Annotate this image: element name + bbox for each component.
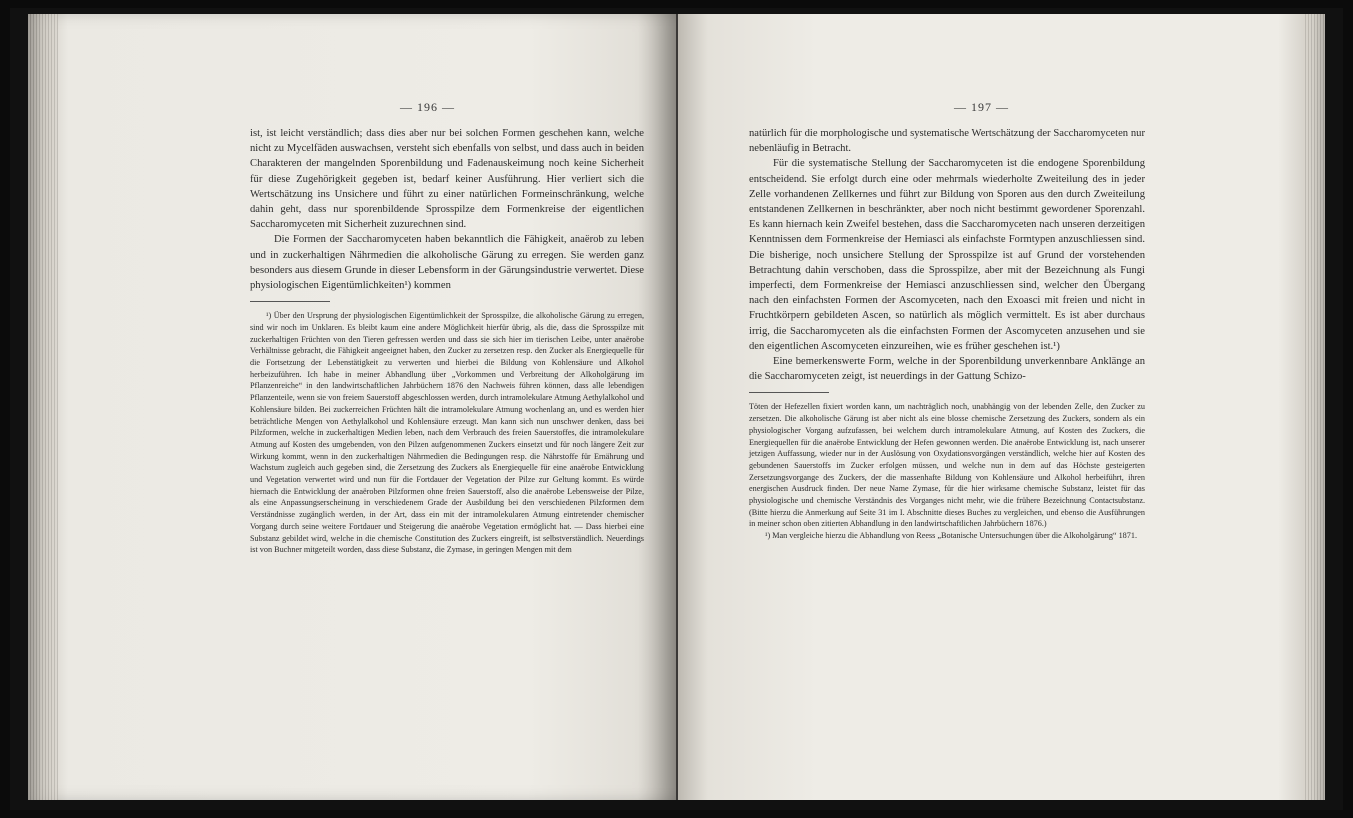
right-footnotes: [749, 401, 1145, 541]
page-edges-left: [28, 14, 58, 800]
left-footnote-1: ¹) Über den Ursprung der physiologischen Eigentümlichkeit der Sprosspilze, die alkoholische Gärung zu erregen, sind wir noch im Unklaren. Es bleibt kaum eine andere Möglichkeit hierfür übrig, als die, dass die Sprosspilze mit zuckerhaltigen Früchten von den Tieren gefressen werden und dass sie sich hier im tierischen Leibe, unter anaërobe Verhältnisse gebracht, die Fähigkeit angeeignet haben, den Zucker zu zersetzen resp. den Zucker als Energiequelle für die Fortsetzung der Lebenstätigkeit zu verwerten und hierbei die Bildung von Kohlensäure und Alkohol herbeizuführen. Ich habe in meiner Abhandlung über „Vorkommen und Verbreitung der Alkoholgärung im Pflanzenreiche“ in den landwirtschaftlichen Jahrbüchern 1876 den Nachweis führen können, dass alle lebendigen Pflanzenteile, wenn sie von freiem Sauerstoff abgeschlossen werden, durch intramolekulare Atmung Aethylalkohol und Kohlensäure bilden. Bei zuckerreichen Früchten hält die intramolekulare Atmung wochenlang an, und es werden hier beträchtliche Mengen von Aethylalkohol und Kohlensäure erzeugt. Man kann sich nun unschwer denken, dass bei Pilzformen, welche in zuckerhaltigen Medien leben, nach dem Verbrauch des freien Sauerstoffes, die intramolekulare Atmung auf Kosten des umgebenden, von den Pilzen aufgenommenen Zuckers einsetzt und für noch längere Zeit zur Wirkung kommt, wenn in den zuckerhaltigen Nährmedien die Bedingungen resp. die Nährstoffe für Ernährung und Wachstum zugleich auch gegeben sind, die Zersetzung des Zuckers als Energiequelle für eine anaërobe Entwicklung und Vegetation verwertet wird und nun für die Fortdauer der Vegetation der Pilze zur Geltung kommt. Es würde hiernach die Entwicklung der anaëroben Pilzformen ohne freien Sauerstoff, also die anaërobe Lebensweise der Pilze, als eine Anpassungserscheinung in verschiedenem Grade der Ausbildung bei den verschiedenen Pilzformen dem Verständnisse zugänglich werden, in der Art, dass ein mit der intramolekularen Atmung eintretender chemischer Vorgang durch seine weitere Fortdauer und Steigerung die anaërobe Vegetation ermöglicht hat. — Dass hierbei eine Substanz gebildet wird, welche in die chemische Constitution des Zuckers eingreift, ist selbstverständlich. Neuerdings ist von Buchner mitgeteilt worden, dass diese Substanz, die Zymase, in geringen Mengen mit dem: [250, 311, 644, 555]
page-number-left: — 196 —: [400, 100, 455, 114]
right-paragraph-2: Für die systematische Stellung der Saccharomyceten ist die endogene Sporenbildung entscheidend. Sie erfolgt durch eine oder mehrmals wiederholte Zweiteilung des in jeder Zelle vorhandenen Zellkernes und führt zur Bildung von Sporen aus den durch Zweiteilung entstandenen Zellkernen in beschränkter, aber noch nicht bestimmt gewordener Sporenzahl. Es kann hiernach kein Zweifel bestehen, dass die Saccharomyceten nach unseren derzeitigen Kenntnissen dem Formenkreise der Hemiasci als einfachste Formtypen anzuschliessen sind. Die bisherige, noch unsichere Stellung der Sprosspilze ist auf Grund der vorstehenden Betrachtung dahin verschoben, dass die Sprosspilze, aber mit der Bezeichnung als Fungi imperfecti, dem Formenkreise der Hemiasci anzuschliessen sind, welcher den Übergang nach den einfachsten Formen der Ascomyceten, nach den Exoasci mit freien und nicht in Fruchtkörpern gebildeten Ascen, so natürlich als möglich vermittelt. Es ist aber durchaus irrig, die Saccharomyceten als die einfachsten Formen der Ascomyceten anzusehen und sie den eigentlichen Ascomyceten einzureihen, wie es früher geschehen ist.¹): [749, 158, 1145, 352]
footnote-rule-left: [250, 301, 330, 302]
right-footnote-2: ¹) Man vergleiche hierzu die Abhandlung von Reess „Botanische Untersuchungen über die Alkoholgärung“ 1871.: [765, 531, 1138, 541]
footnote-rule-right: [749, 392, 829, 393]
open-book: [28, 14, 1325, 800]
right-footnote-1: Töten der Hefezellen fixiert worden kann, um nachträglich noch, unabhängig von der lebenden Zelle, den Zucker zu zersetzen. Die alkoholische Gärung ist aber nicht als eine blosse chemische Zersetzung des Zuckers, sondern als ein physiologischer Vorgang aufzufassen, bei welchem durch intramolekulare Atmung, auf Kosten des Zuckers, die Energiequellen für die anaërobe Entwicklung der Hefen gewonnen werden. Die anaërobe Entwicklung ist, nach unserer jetzigen Auffassung, wieder nur in der Auslösung von Oxydationsvorgängen verständlich, welche hier auf Kosten des gebundenen Sauerstoffs im Zucker erfolgen müssen, und welche nun in dem auf das Höchste gesteigerten Zersetzungsvorgange des Zuckers, der die massenhafte Bildung von Kohlensäure und Alkohol herbeiführt, ihren energischen Ausdruck finden. Der neue Name Zymase, für die hier wirksame chemische Substanz, leistet für das physiologische und chemische Verständnis des Vorganges nicht mehr, wie die frühere Bezeichnung Contactsubstanz. (Bitte hierzu die Anmerkung auf Seite 31 im I. Abschnitte dieses Buches zu vergleichen, und ebenso die Ausführungen in meiner schon oben zitierten Abhandlung in den landwirtschaftlichen Jahrbüchern 1876.): [749, 402, 1145, 529]
page-number-right: — 197 —: [954, 100, 1009, 114]
left-paragraph-2: Die Formen der Saccharomyceten haben bekanntlich die Fähigkeit, anaërob zu leben und in zuckerhaltigen Nährmedien die alkoholische Gärung zu erregen. Sie werden ganz besonders aus diesem Grunde in dieser Lebensform in der Gärungsindustrie verwertet. Diese physiologischen Eigentümlichkeiten¹) kommen: [250, 234, 644, 292]
right-paragraph-3: Eine bemerkenswerte Form, welche in der Sporenbildung unverkennbare Anklänge an die Saccharomyceten zeigt, ist neuerdings in der Gattung Schizo-: [749, 356, 1145, 383]
left-paragraph-1: ist, ist leicht verständlich; dass dies aber nur bei solchen Formen geschehen kann, welche nicht zu Mycelfäden auswachsen, versteht sich ebenfalls von selbst, und dass auch in beiden Charakteren der mangelnden Sporenbildung und Fadenauskeimung noch keine Sicherheit für diese Zugehörigkeit gegeben ist, bedarf keiner Ausführung. Hier verliert sich die Wertschätzung ins Unsichere und führt zu einer natürlichen Formeinschränkung, welche dahin geht, dass nur sporenbildende Sprosspilze dem Formenkreise der eigentlichen Saccharomyceten mit Sicherheit zuzurechnen sind.: [250, 128, 644, 231]
right-page: [678, 14, 1325, 800]
page-edges-right: [1303, 14, 1325, 800]
left-footnotes: [250, 310, 644, 556]
left-page: [28, 14, 676, 800]
right-paragraph-1: natürlich für die morphologische und systematische Wertschätzung der Saccharomyceten nur nebenläufig in Betracht.: [749, 128, 1145, 155]
left-body-text: [250, 126, 644, 556]
right-body-text: [749, 126, 1145, 542]
